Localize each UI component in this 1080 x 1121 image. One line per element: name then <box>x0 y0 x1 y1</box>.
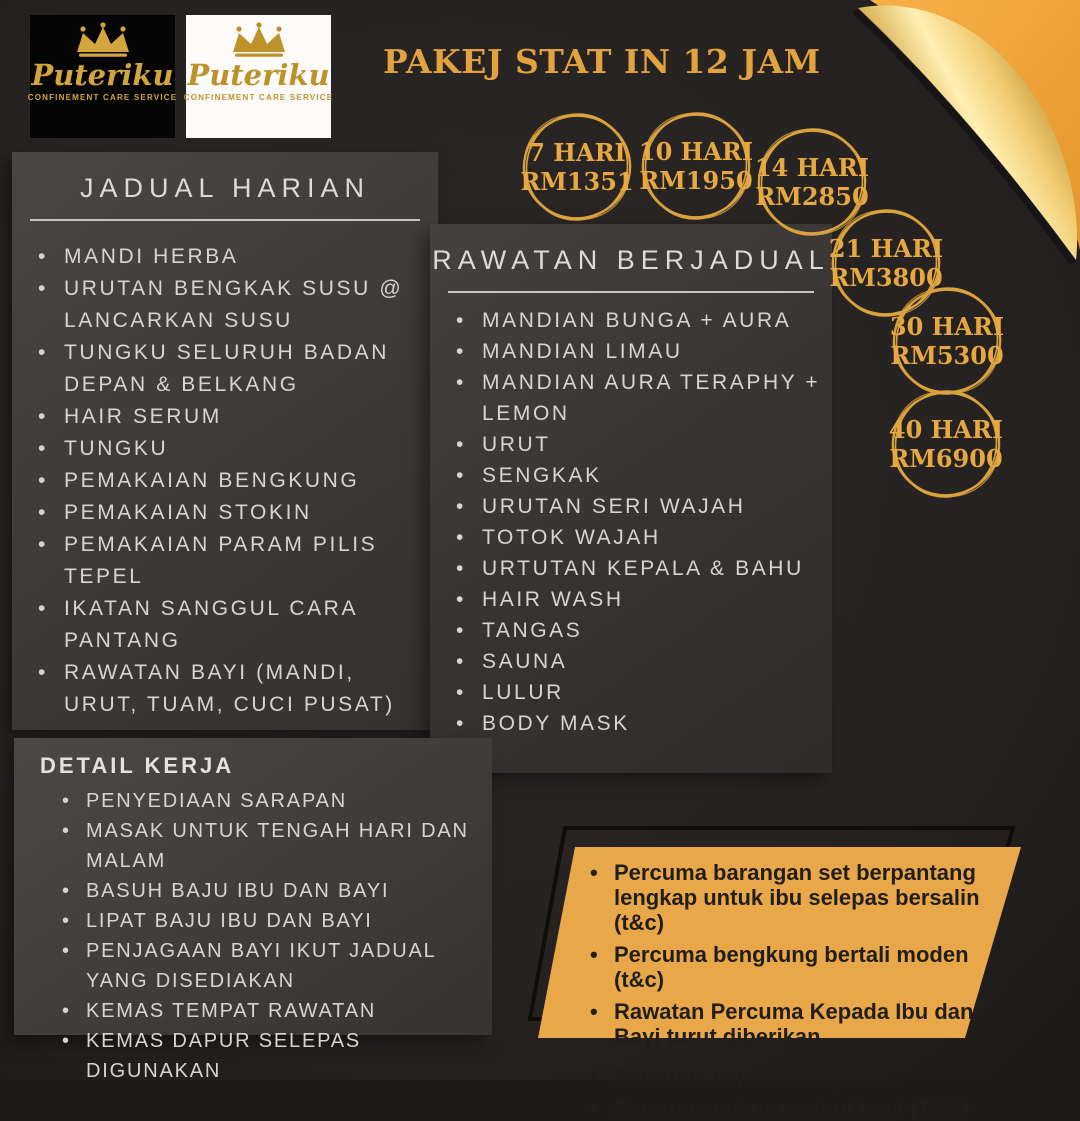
list-item: • URTUTAN KEPALA & BAHU <box>454 553 822 584</box>
list-item: • TOTOK WAJAH <box>454 522 822 553</box>
list-item: • TUNGKU <box>36 433 428 465</box>
list-item: • MANDIAN AURA TERAPHY + LEMON <box>454 367 822 429</box>
rawatan-berjadual-heading: RAWATAN BERJADUAL <box>432 245 830 275</box>
list-item: • RAWATAN BAYI (MANDI, URUT, TUAM, CUCI PUSAT) <box>36 657 428 721</box>
list-item: • LIPAT BAJU IBU DAN BAYI <box>60 906 490 936</box>
panel-rawatan-berjadual <box>430 224 832 773</box>
page-title: PAKEJ STAT IN 12 JAM <box>383 42 821 81</box>
list-item: • PENJAGAAN BAYI IKUT JADUAL YANG DISEDIAKAN <box>60 936 490 996</box>
brand-tagline: CONFINEMENT CARE SERVICE <box>27 93 178 102</box>
logo-dark <box>27 15 178 138</box>
jadual-harian-heading: JADUAL HARIAN <box>79 173 371 203</box>
page-curl <box>820 0 1080 280</box>
logo-light <box>183 15 334 138</box>
list-item: • HAIR SERUM <box>36 401 428 433</box>
list-item: • KEMAS TEMPAT RAWATAN <box>60 996 490 1026</box>
list-item: • Rawatan Percuma Kepada Ibu dan Bayi turut diberikan <box>614 999 1010 1049</box>
detail-kerja-heading: DETAIL KERJA <box>40 753 235 778</box>
list-item: • URUT <box>454 429 822 460</box>
package-duration: 10 HARI <box>638 137 754 166</box>
list-item: • TUNGKU SELURUH BADAN DEPAN & BELKANG <box>36 337 428 401</box>
list-item: • BODY MASK <box>454 708 822 739</box>
list-item: • MANDIAN LIMAU <box>454 336 822 367</box>
brand-name: Puteriku <box>31 58 174 92</box>
package-duration: 7 HARI <box>528 138 626 167</box>
list-item: • MANDI HERBA <box>36 241 428 273</box>
list-item: • PEMAKAIAN BENGKUNG <box>36 465 428 497</box>
heading-underline <box>30 219 420 221</box>
rawatan-berjadual-list <box>430 305 832 739</box>
list-item: • SENGKAK <box>454 460 822 491</box>
perks-content <box>538 847 1021 1121</box>
list-item: • KEMAS DAPUR SELEPAS DIGUNAKAN <box>60 1026 490 1086</box>
jadual-harian-list <box>12 241 438 721</box>
list-item: • Percuma barangan set berpantang lengkap untuk ibu selepas bersalin (t&c) <box>614 860 1010 935</box>
brand-name: Puteriku <box>187 58 330 92</box>
package-duration: 30 HARI <box>889 312 1005 341</box>
list-item: • IKATAN SANGGUL CARA PANTANG <box>36 593 428 657</box>
heading-underline <box>448 291 814 293</box>
list-item: • Percuma cukur rambut bayi (T&C) <box>614 1096 1010 1121</box>
price-circle-10-hari <box>638 108 754 224</box>
detail-kerja-list <box>14 786 492 1086</box>
list-item: • PEMAKAIAN STOKIN <box>36 497 428 529</box>
list-item: • TANGAS <box>454 615 822 646</box>
price-circle-30-hari <box>889 283 1005 399</box>
panel-jadual-harian <box>12 152 438 730</box>
price-circle-7-hari <box>519 109 635 225</box>
panel-detail-kerja <box>14 738 492 1082</box>
list-item: • Percuma caj pengangkutan <box>614 1064 1010 1089</box>
package-price: RM3800 <box>829 263 943 292</box>
list-item: • LULUR <box>454 677 822 708</box>
list-item: • HAIR WASH <box>454 584 822 615</box>
package-duration: 21 HARI <box>828 234 944 263</box>
list-item: • MANDIAN BUNGA + AURA <box>454 305 822 336</box>
list-item: • MASAK UNTUK TENGAH HARI DAN MALAM <box>60 816 490 876</box>
list-item: • PENYEDIAAN SARAPAN <box>60 786 490 816</box>
package-duration: 40 HARI <box>888 415 1004 444</box>
list-item: • PEMAKAIAN PARAM PILIS TEPEL <box>36 529 428 593</box>
list-item: • URUTAN SERI WAJAH <box>454 491 822 522</box>
list-item: • SAUNA <box>454 646 822 677</box>
list-item: • URUTAN BENGKAK SUSU @ LANCARKAN SUSU <box>36 273 428 337</box>
brand-tagline: CONFINEMENT CARE SERVICE <box>183 93 334 102</box>
price-circle-40-hari <box>888 386 1004 502</box>
package-price: RM1950 <box>639 166 753 195</box>
package-price: RM1351 <box>520 167 634 196</box>
list-item: • Percuma bengkung bertali moden (t&c) <box>614 942 1010 992</box>
crown-icon <box>227 22 291 58</box>
list-item: • BASUH BAJU IBU DAN BAYI <box>60 876 490 906</box>
crown-icon <box>71 22 135 58</box>
package-price: RM2850 <box>755 182 869 211</box>
package-price: RM5300 <box>890 341 1004 370</box>
package-duration: 14 HARI <box>754 153 870 182</box>
package-price: RM6900 <box>889 444 1003 473</box>
